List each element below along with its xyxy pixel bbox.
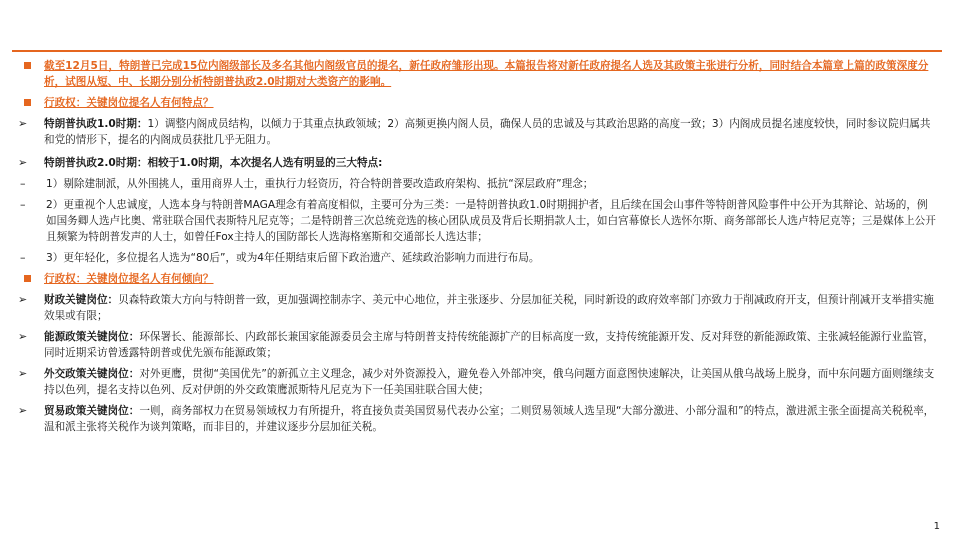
position-item-trade <box>18 403 938 435</box>
feature-text: 2）更重视个人忠诚度，人选本身与特朗普MAGA理念有着高度相似，主要可分为三类：一是特朗普执政1.0时期拥护者，且后续在国会山事件等特朗普风险事件中公开为其辩论、站场的，例如国务卿人选卢比奥、常驻联合国代表斯特凡尼克等；二是特朗普三次总统竞选的核心团队成员及背后长期捐款人士，如白宫幕僚长人选怀尔斯、商务部部长人选卢特尼克等；三是媒体上公开且频繁为特朗普发声的人士，如曾任Fox主持人的国防部长人选海格塞斯和交通部长人选达菲； <box>46 199 936 243</box>
arrow-bullet-icon: ➢ <box>18 293 28 306</box>
section-title: 行政权：关键岗位提名人有何特点？ <box>44 97 214 109</box>
feature-text: 1）剔除建制派，从外围挑人，重用商界人士，重执行力轻资历，符合特朗普要改造政府架构、抵抗“深层政府”理念； <box>46 178 594 190</box>
position-text: 贝森特政策大方向与特朗普一致，更加强调控制赤字、美元中心地位，并主张逐步、分层加征关税，同时新设的政府效率部门亦致力于削减政府开支，但预计削减开支举措实施效果或有限； <box>44 294 934 322</box>
term2-paragraph <box>18 155 938 171</box>
feature-item <box>18 250 938 266</box>
section-heading-2 <box>18 271 938 287</box>
feature-item <box>18 176 938 192</box>
position-label: 能源政策关键岗位： <box>44 331 140 343</box>
arrow-bullet-icon: ➢ <box>18 330 28 343</box>
dash-bullet-icon: – <box>20 198 26 211</box>
square-bullet-icon <box>24 99 31 106</box>
position-text: 对外更鹰，贯彻“美国优先”的新孤立主义理念，减少对外资源投入，避免卷入外部冲突，俄乌问题方面意图快速解决，让美国从俄乌战场上脱身，而中东问题方面则继续支持以色列，提名支持以色列、反对伊朗的外交政策鹰派斯特凡尼克为下一任美国驻联合国大使； <box>44 368 935 396</box>
page-number: 1 <box>933 521 940 532</box>
dash-bullet-icon: – <box>20 251 26 264</box>
position-label: 贸易政策关键岗位： <box>44 405 140 417</box>
term2-label: 特朗普执政2.0时期：相较于1.0时期，本次提名人选有明显的三大特点: <box>44 157 383 169</box>
position-label: 外交政策关键岗位： <box>44 368 140 380</box>
summary-paragraph <box>18 58 938 90</box>
square-bullet-icon <box>24 62 31 69</box>
position-item-energy <box>18 329 938 361</box>
position-item-foreign <box>18 366 938 398</box>
arrow-bullet-icon: ➢ <box>18 117 28 130</box>
position-text: 一则，商务部权力在贸易领域权力有所提升，将直接负责美国贸易代表办公室；二则贸易领域人选呈现“大部分激进、小部分温和”的特点，激进派主张全面提高关税税率，温和派主张将关税作为谈判策略，而非目的，并建议逐步分层加征关税。 <box>44 405 935 433</box>
header-divider <box>12 50 942 52</box>
position-label: 财政关键岗位： <box>44 294 119 306</box>
document-body <box>18 58 938 440</box>
section-heading-1 <box>18 95 938 111</box>
section-title: 行政权：关键岗位提名人有何倾向？ <box>44 273 214 285</box>
term1-label: 特朗普执政1.0时期： <box>44 118 148 130</box>
arrow-bullet-icon: ➢ <box>18 404 28 417</box>
position-text: 环保署长、能源部长、内政部长兼国家能源委员会主席与特朗普支持传统能源扩产的目标高度一致，支持传统能源开发、反对拜登的新能源政策、主张减轻能源行业监管，同时近期采访曾透露特朗普或优先颁布能源政策； <box>44 331 934 359</box>
term1-text: 1）调整内阁成员结构，以倾力于其重点执政领域；2）高频更换内阁人员，确保人员的忠诚及与其政治思路的高度一致；3）内阁成员提名速度较快，同时参议院归属共和党的情形下，提名的内阁成员获批几乎无阻力。 <box>44 118 931 146</box>
feature-item <box>18 197 938 245</box>
summary-text: 截至12月5日，特朗普已完成15位内阁级部长及多名其他内阁级官员的提名，新任政府雏形出现。本篇报告将对新任政府提名人选及其政策主张进行分析，同时结合本篇章上篇的政策深度分析，试图从短、中、长期分别分析特朗普执政2.0时期对大类资产的影响。 <box>44 60 929 88</box>
position-item-fiscal <box>18 292 938 324</box>
dash-bullet-icon: – <box>20 177 26 190</box>
arrow-bullet-icon: ➢ <box>18 156 28 169</box>
feature-text: 3）更年轻化，多位提名人选为“80后”，或为4年任期结束后留下政治遗产、延续政治影响力而进行布局。 <box>46 252 540 264</box>
term1-paragraph <box>18 116 938 148</box>
arrow-bullet-icon: ➢ <box>18 367 28 380</box>
square-bullet-icon <box>24 275 31 282</box>
